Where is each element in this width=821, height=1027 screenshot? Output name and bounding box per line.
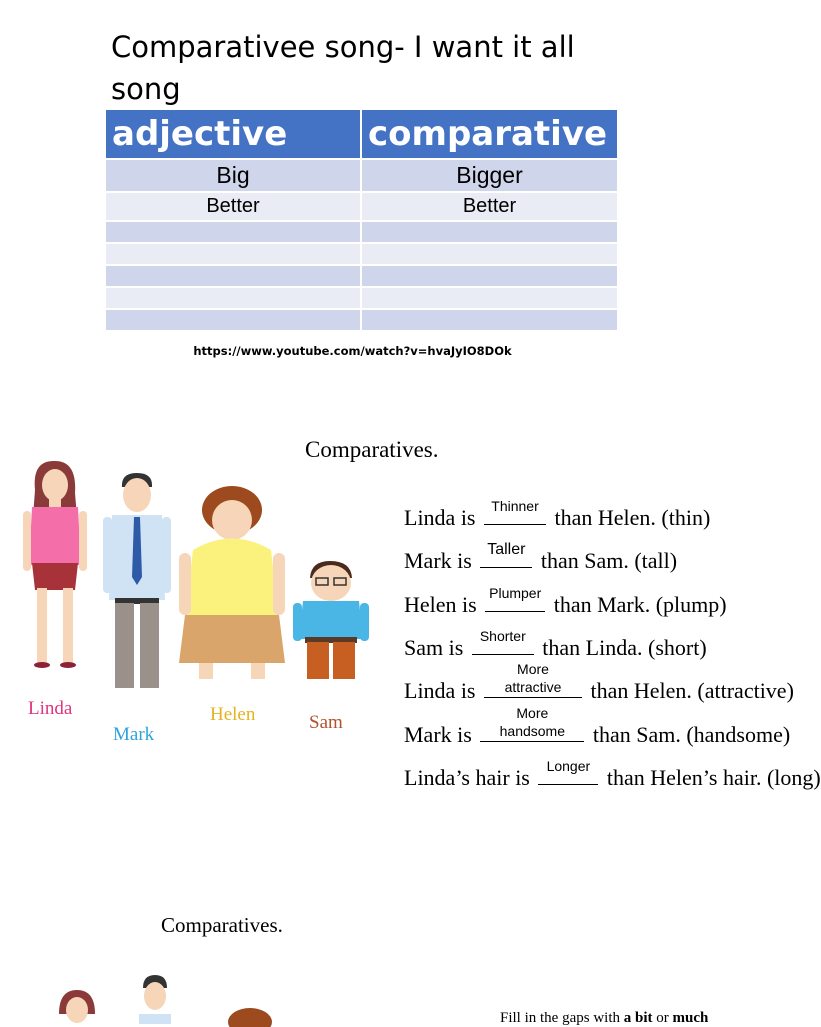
table-row [106,192,618,221]
header-comparative: comparative [361,110,618,159]
table-cell: Better [106,192,361,221]
table-row [106,221,618,243]
answer-blank: Plumper [485,593,545,612]
name-helen: Helen [210,704,256,725]
name-linda: Linda [28,698,73,719]
characters-illustration-2 [55,974,285,1024]
characters-illustration [15,455,375,685]
table-cell [361,221,618,243]
page-title: Comparativee song- I want it all song [111,30,575,106]
sentence-3: Helen is Plumper than Mark. (plump) [404,585,727,617]
comparatives-table [106,110,619,330]
table-row [106,265,618,287]
table-row [106,159,618,192]
table-row [106,243,618,265]
answer-blank: Longer [538,766,598,785]
table-cell [361,309,618,330]
worksheet2-title: Comparatives. [161,913,283,937]
sentence-1: Linda is Thinner than Helen. (thin) [404,498,711,530]
answer-blank: Shorter [472,636,534,655]
table-cell: Big [106,159,361,192]
header-adjective: adjective [106,110,361,159]
helen-figure [179,486,285,679]
sentence-6: Mark is More handsome than Sam. (handsome) [404,705,791,747]
linda-figure [23,461,87,668]
name-sam: Sam [309,712,343,733]
table-cell [106,287,361,309]
table-cell [361,287,618,309]
worksheet-title: Comparatives. [305,437,439,462]
sentence-5: Linda is More attractive than Helen. (attractive) [404,661,794,703]
youtube-link[interactable]: https://www.youtube.com/watch?v=hvaJyIO8DOk [193,344,512,358]
sentence-2: Mark is Taller than Sam. (tall) [404,541,678,573]
table-cell [361,265,618,287]
name-mark: Mark [113,724,155,745]
table-header-row [106,110,618,159]
table-cell [361,243,618,265]
sentence-4: Sam is Shorter than Linda. (short) [404,628,707,660]
table-cell [106,221,361,243]
sam-figure [293,561,369,679]
table-row [106,287,618,309]
table-cell [106,309,361,330]
answer-blank: More attractive [484,679,582,698]
table-cell [106,265,361,287]
instruction-text: Fill in the gaps with a bit or much [500,1010,709,1026]
table-cell: Better [361,192,618,221]
table-cell [106,243,361,265]
table-cell: Bigger [361,159,618,192]
answer-blank: More handsome [480,723,584,742]
answer-blank: Thinner [484,506,546,525]
answer-blank: Taller [480,549,532,568]
sentence-7: Linda’s hair is Longer than Helen’s hair. (long) [404,758,821,790]
mark-figure [103,473,171,688]
table-row [106,309,618,330]
